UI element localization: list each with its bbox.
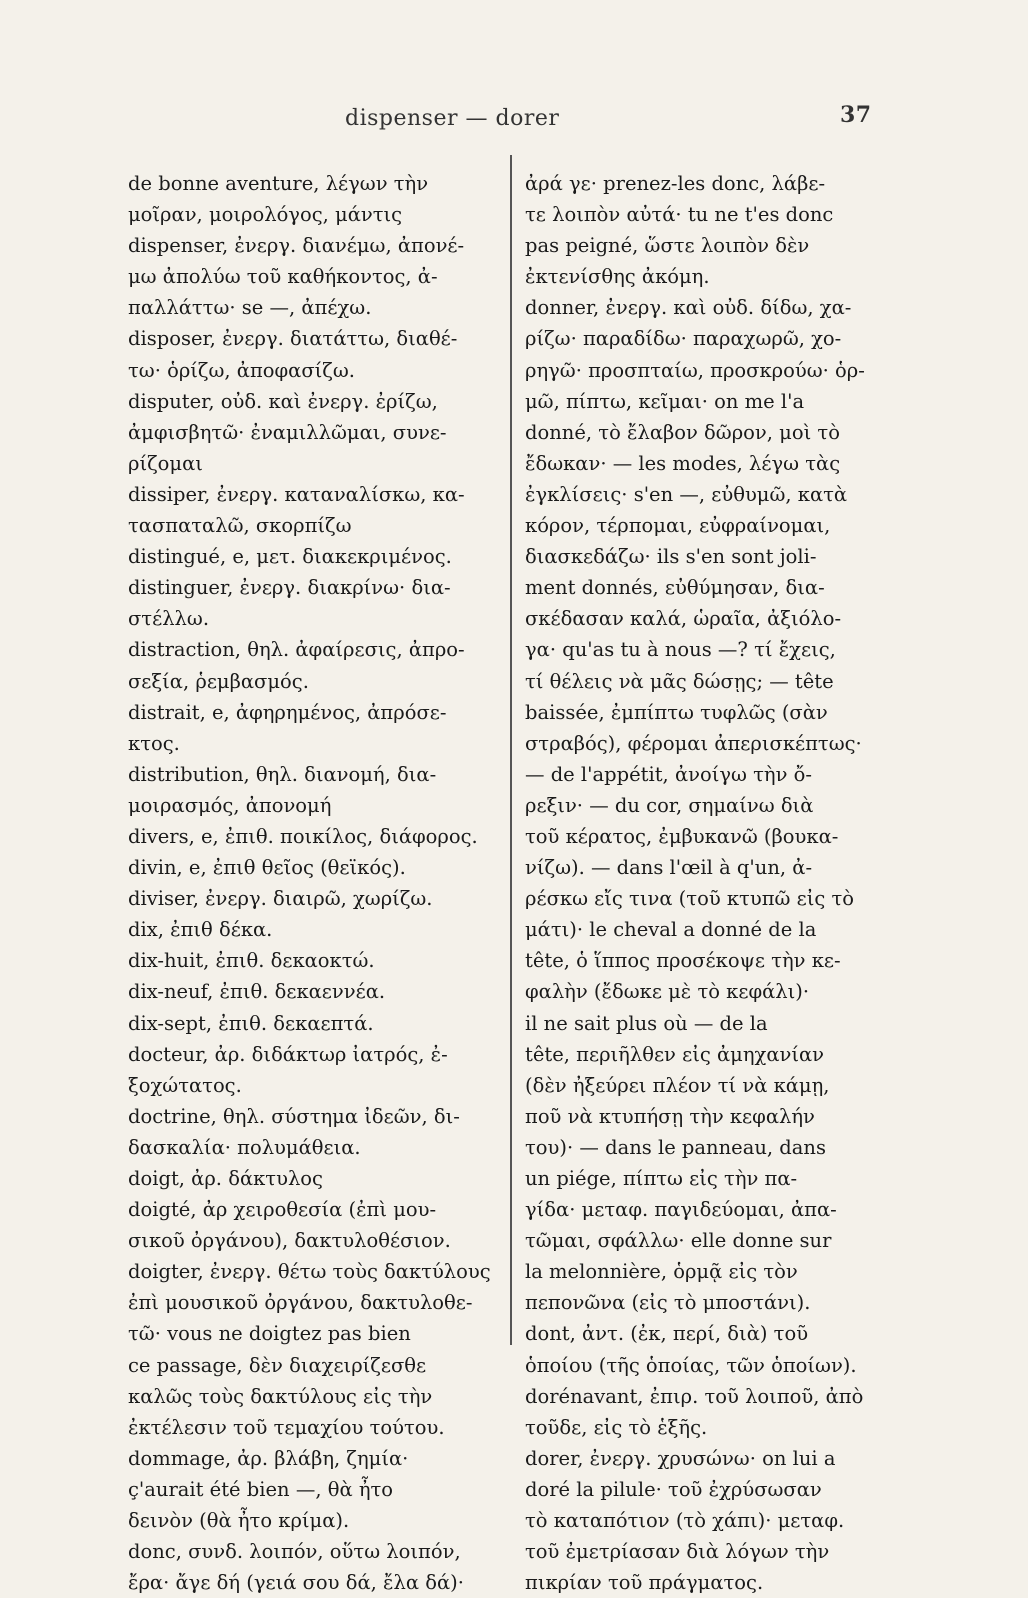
dictionary-line: dix, ἐπιθ δέκα. bbox=[128, 918, 273, 942]
dictionary-line: dont, ἀντ. (ἐκ, περί, διὰ) τοῦ bbox=[525, 1322, 809, 1346]
dictionary-line: dix-sept, ἐπιθ. δεκαεπτά. bbox=[128, 1011, 374, 1035]
left-column bbox=[128, 168, 504, 1598]
dictionary-line: κτος. bbox=[128, 731, 180, 755]
dictionary-line: στέλλω. bbox=[128, 607, 210, 631]
dictionary-line: un piége, πίπτω εἰς τὴν πα- bbox=[525, 1167, 798, 1190]
dictionary-line: docteur, ἀρ. διδάκτωρ ἰατρός, ἐ- bbox=[128, 1042, 448, 1066]
dictionary-line: τὸ καταπότιον (τὸ χάπι)· μεταφ. bbox=[525, 1509, 845, 1533]
dictionary-line: dix-huit, ἐπιθ. δεκαοκτώ. bbox=[128, 949, 375, 973]
dictionary-line: τασπαταλῶ, σκορπίζω bbox=[128, 514, 352, 538]
dictionary-line: dorénavant, ἐπιρ. τοῦ λοιποῦ, ἀπὸ bbox=[525, 1384, 864, 1408]
dictionary-line: τοῦδε, εἰς τὸ ἑξῆς. bbox=[525, 1415, 708, 1439]
dictionary-line: ρεξιν· — du cor, σημαίνω διὰ bbox=[525, 793, 814, 817]
dictionary-line: diviser, ἐνεργ. διαιρῶ, χωρίζω. bbox=[128, 887, 433, 911]
dictionary-line: doigt, ἀρ. δάκτυλος bbox=[128, 1167, 323, 1190]
dictionary-line: τω· ὁρίζω, ἀποφασίζω. bbox=[128, 358, 355, 382]
dictionary-line: distraction, θηλ. ἀφαίρεσις, ἀπρο- bbox=[128, 638, 465, 662]
dictionary-line: ἐγκλίσεις· s'en —, εὐθυμῶ, κατὰ bbox=[525, 482, 848, 506]
dictionary-line: distinguer, ἐνεργ. διακρίνω· δια- bbox=[128, 576, 451, 600]
dictionary-line: (δὲν ἠξεύρει πλέον τί νὰ κάμῃ, bbox=[525, 1073, 830, 1097]
dictionary-line: δεινὸν (θὰ ἦτο κρίμα). bbox=[128, 1509, 350, 1533]
dictionary-line: ἔδωκαν· — les modes, λέγω τὰς bbox=[525, 451, 841, 475]
dictionary-line: τί θέλεις νὰ μᾶς δώσῃς; — tête bbox=[525, 669, 834, 693]
dictionary-line: ἔρα· ἄγε δή (γειά σου δά, ἔλα δά)· bbox=[128, 1571, 464, 1595]
dictionary-line: παλλάττω· se —, ἀπέχω. bbox=[128, 296, 372, 320]
dictionary-line: dissiper, ἐνεργ. καταναλίσκω, κα- bbox=[128, 482, 465, 506]
dictionary-line: divers, e, ἐπιθ. ποικίλος, διάφορος. bbox=[128, 824, 478, 848]
dictionary-line: σκέδασαν καλά, ὡραῖα, ἀξιόλο- bbox=[525, 607, 842, 631]
dictionary-line: μῶ, πίπτω, κεῖμαι· on me l'a bbox=[525, 389, 805, 413]
dictionary-line: πικρίαν τοῦ πράγματος. bbox=[525, 1571, 764, 1595]
dictionary-line: ρηγῶ· προσπταίω, προσκρούω· ὁρ- bbox=[525, 358, 865, 382]
dictionary-line: donner, ἐνεργ. καὶ οὐδ. δίδω, χα- bbox=[525, 296, 852, 320]
dictionary-line: ἀρά γε· prenez-les donc, λάβε- bbox=[525, 172, 826, 195]
dictionary-line: διασκεδάζω· ils s'en sont joli- bbox=[525, 545, 817, 569]
dictionary-line: de bonne aventure, λέγων τὴν bbox=[128, 172, 429, 195]
dictionary-line: donc, συνδ. λοιπόν, οὕτω λοιπόν, bbox=[128, 1540, 461, 1564]
dictionary-line: τῶμαι, σφάλλω· elle donne sur bbox=[525, 1229, 832, 1253]
dictionary-line: γίδα· μεταφ. παγιδεύομαι, ἀπα- bbox=[525, 1198, 837, 1222]
dictionary-line: dix-neuf, ἐπιθ. δεκαεννέα. bbox=[128, 980, 386, 1004]
dictionary-line: σεξία, ῥεμβασμός. bbox=[128, 669, 309, 693]
dictionary-line: ç'aurait été bien —, θὰ ἦτο bbox=[128, 1477, 394, 1501]
dictionary-line: ὁποίου (τῆς ὁποίας, τῶν ὁποίων). bbox=[525, 1353, 857, 1377]
dictionary-line: distrait, e, ἀφηρημένος, ἀπρόσε- bbox=[128, 700, 447, 724]
dictionary-line: φαλὴν (ἔδωκε μὲ τὸ κεφάλι)· bbox=[525, 980, 810, 1004]
running-title: dispenser — dorer bbox=[345, 106, 560, 131]
dictionary-line: doigter, ἐνεργ. θέτω τοὺς δακτύλους bbox=[128, 1260, 491, 1284]
dictionary-line: ἐκτέλεσιν τοῦ τεμαχίου τούτου. bbox=[128, 1415, 445, 1439]
dictionary-line: disputer, οὐδ. καὶ ἐνεργ. ἐρίζω, bbox=[128, 389, 438, 413]
dictionary-line: σικοῦ ὀργάνου), δακτυλοθέσιον. bbox=[128, 1229, 451, 1253]
dictionary-line: ξοχώτατος. bbox=[128, 1073, 242, 1097]
dictionary-line: distingué, e, μετ. διακεκριμένος. bbox=[128, 545, 452, 569]
dictionary-line: ἐπὶ μουσικοῦ ὀργάνου, δακτυλοθε- bbox=[128, 1291, 473, 1315]
page-header bbox=[0, 100, 1028, 140]
dictionary-line: μάτι)· le cheval a donné de la bbox=[525, 918, 817, 942]
dictionary-line: κόρον, τέρπομαι, εὐφραίνομαι, bbox=[525, 514, 831, 538]
dictionary-line: disposer, ἐνεργ. διατάττω, διαθέ- bbox=[128, 327, 458, 351]
dictionary-line: la melonnière, ὁρμᾷ εἰς τὸν bbox=[525, 1260, 798, 1284]
dictionary-line: ment donnés, εὐθύμησαν, δια- bbox=[525, 576, 825, 600]
dictionary-line: divin, e, ἐπιθ θεῖος (θεϊκός). bbox=[128, 856, 406, 880]
dictionary-line: του)· — dans le panneau, dans bbox=[525, 1135, 826, 1159]
dictionary-line: μοιρασμός, ἀπονομή bbox=[128, 793, 332, 817]
dictionary-line: donné, τὸ ἔλαβον δῶρον, μοὶ τὸ bbox=[525, 420, 840, 444]
dictionary-line: ρίζω· παραδίδω· παραχωρῶ, χο- bbox=[525, 327, 842, 351]
right-column bbox=[525, 168, 895, 1598]
dictionary-line: τοῦ κέρατος, ἐμβυκανῶ (βουκα- bbox=[525, 824, 839, 848]
dictionary-line: doré la pilule· τοῦ ἐχρύσωσαν bbox=[525, 1477, 822, 1501]
dictionary-line: tête, περιῆλθεν εἰς ἀμηχανίαν bbox=[525, 1042, 825, 1066]
dictionary-line: baissée, ἐμπίπτω τυφλῶς (σὰν bbox=[525, 700, 828, 724]
dictionary-line: γα· qu'as tu à nous —? τί ἔχεις, bbox=[525, 638, 836, 662]
dictionary-line: ρίζομαι bbox=[128, 451, 203, 475]
column-divider bbox=[510, 155, 512, 1345]
dictionary-line: doctrine, θηλ. σύστημα ἰδεῶν, δι- bbox=[128, 1104, 460, 1128]
dictionary-line: μω ἀπολύω τοῦ καθήκοντος, ἀ- bbox=[128, 265, 438, 289]
dictionary-line: pas peigné, ὥστε λοιπὸν δὲν bbox=[525, 234, 810, 258]
dictionary-line: dorer, ἐνεργ. χρυσώνω· on lui a bbox=[525, 1446, 836, 1470]
dictionary-line: ἀμφισβητῶ· ἐναμιλλῶμαι, συνε- bbox=[128, 420, 447, 444]
dictionary-line: distribution, θηλ. διανομή, δια- bbox=[128, 762, 437, 786]
dictionary-line: ποῦ νὰ κτυπήσῃ τὴν κεφαλήν bbox=[525, 1104, 815, 1128]
dictionary-line: ce passage, δὲν διαχειρίζεσθε bbox=[128, 1353, 427, 1377]
dictionary-line: καλῶς τοὺς δακτύλους εἰς τὴν bbox=[128, 1384, 433, 1408]
dictionary-line: τῶ· vous ne doigtez pas bien bbox=[128, 1322, 411, 1346]
dictionary-line: μοῖραν, μοιρολόγος, μάντις bbox=[128, 203, 403, 227]
dictionary-line: doigté, ἀρ χειροθεσία (ἐπὶ μου- bbox=[128, 1198, 437, 1222]
dictionary-line: tête, ὁ ἵππος προσέκοψε τὴν κε- bbox=[525, 949, 841, 973]
dictionary-line: τοῦ ἐμετρίασαν διὰ λόγων τὴν bbox=[525, 1540, 830, 1564]
dictionary-line: δασκαλία· πολυμάθεια. bbox=[128, 1135, 361, 1159]
dictionary-line: — de l'appétit, ἀνοίγω τὴν ὄ- bbox=[525, 762, 812, 786]
dictionary-line: il ne sait plus où — de la bbox=[525, 1011, 768, 1035]
dictionary-line: dommage, ἀρ. βλάβη, ζημία· bbox=[128, 1446, 409, 1470]
dictionary-line: στραβός), φέρομαι ἀπερισκέπτως· bbox=[525, 731, 862, 755]
page-number: 37 bbox=[840, 102, 872, 128]
dictionary-line: ρέσκω εἴς τινα (τοῦ κτυπῶ εἰς τὸ bbox=[525, 887, 855, 911]
dictionary-line: νίζω). — dans l'œil à q'un, ἀ- bbox=[525, 856, 813, 880]
dictionary-line: πεπονῶνα (εἰς τὸ μποστάνι). bbox=[525, 1291, 811, 1315]
dictionary-line: ἐκτενίσθης ἀκόμη. bbox=[525, 265, 710, 289]
dictionary-line: τε λοιπὸν αὐτά· tu ne t'es donc bbox=[525, 203, 834, 227]
dictionary-line: dispenser, ἐνεργ. διανέμω, ἀπονέ- bbox=[128, 234, 465, 258]
